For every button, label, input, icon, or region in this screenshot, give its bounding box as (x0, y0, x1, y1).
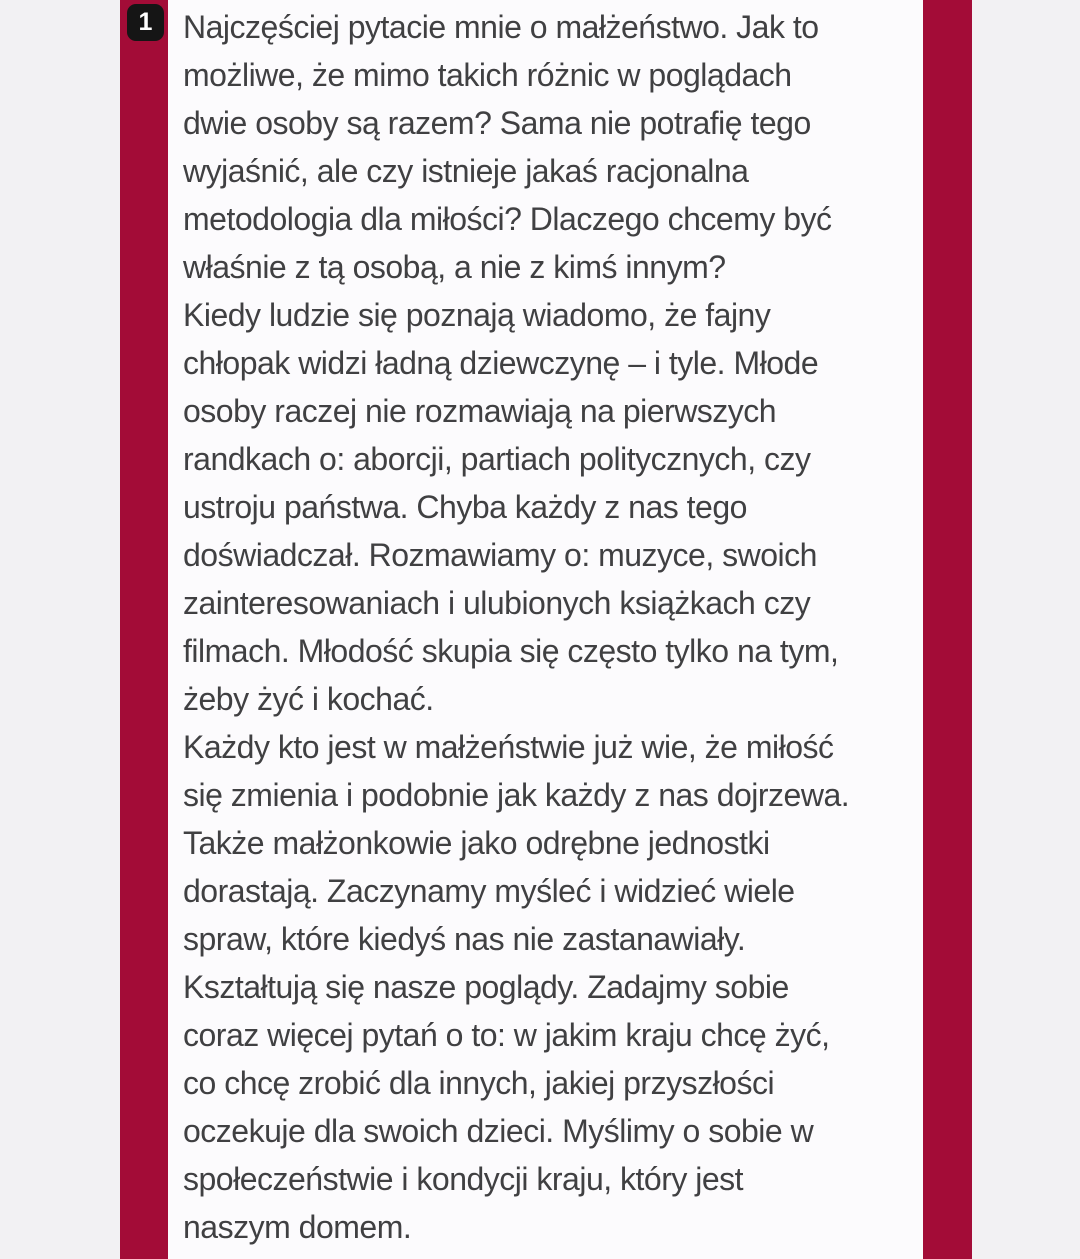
text-line: dorastają. Zaczynamy myśleć i widzieć wiele (183, 873, 795, 909)
text-line: dwie osoby są razem? Sama nie potrafię tego (183, 105, 811, 141)
text-line: zainteresowaniach i ulubionych książkach czy (183, 585, 811, 621)
text-line: chłopak widzi ładną dziewczynę – i tyle. Młode (183, 345, 819, 381)
text-line: Także małżonkowie jako odrębne jednostki (183, 825, 770, 861)
text-block (183, 3, 925, 1251)
text-line: Kształtują się nasze poglądy. Zadajmy sobie (183, 969, 789, 1005)
text-line: ustroju państwa. Chyba każdy z nas tego (183, 489, 747, 525)
text-line: możliwe, że mimo takich różnic w poglądach (183, 57, 792, 93)
text-line: właśnie z tą osobą, a nie z kimś innym? (183, 249, 726, 285)
text-line: filmach. Młodość skupia się często tylko na tym, (183, 633, 839, 669)
paragraph (183, 3, 925, 291)
text-line: osoby raczej nie rozmawiają na pierwszych (183, 393, 777, 429)
paragraph (183, 723, 925, 1251)
slide-number-badge (127, 4, 164, 41)
text-line: żeby żyć i kochać. (183, 681, 434, 717)
text-line: Kiedy ludzie się poznają wiadomo, że fajny (183, 297, 771, 333)
text-line: doświadczał. Rozmawiamy o: muzyce, swoich (183, 537, 817, 573)
text-line: co chcę zrobić dla innych, jakiej przyszłości (183, 1065, 775, 1101)
text-line: metodologia dla miłości? Dlaczego chcemy być (183, 201, 832, 237)
text-line: coraz więcej pytań o to: w jakim kraju chcę żyć, (183, 1017, 830, 1053)
text-line: Każdy kto jest w małżeństwie już wie, że miłość (183, 729, 834, 765)
text-line: się zmienia i podobnie jak każdy z nas dojrzewa. (183, 777, 850, 813)
text-line: randkach o: aborcji, partiach politycznych, czy (183, 441, 811, 477)
text-line: spraw, które kiedyś nas nie zastanawiały. (183, 921, 746, 957)
text-line: oczekuje dla swoich dzieci. Myślimy o sobie w (183, 1113, 814, 1149)
text-line: Najczęściej pytacie mnie o małżeństwo. Jak to (183, 9, 819, 45)
text-line: wyjaśnić, ale czy istnieje jakaś racjonalna (183, 153, 749, 189)
text-line: społeczeństwie i kondycji kraju, który jest (183, 1161, 744, 1197)
text-line: naszym domem. (183, 1209, 412, 1245)
slide-number: 1 (138, 8, 153, 36)
paragraph (183, 291, 925, 723)
